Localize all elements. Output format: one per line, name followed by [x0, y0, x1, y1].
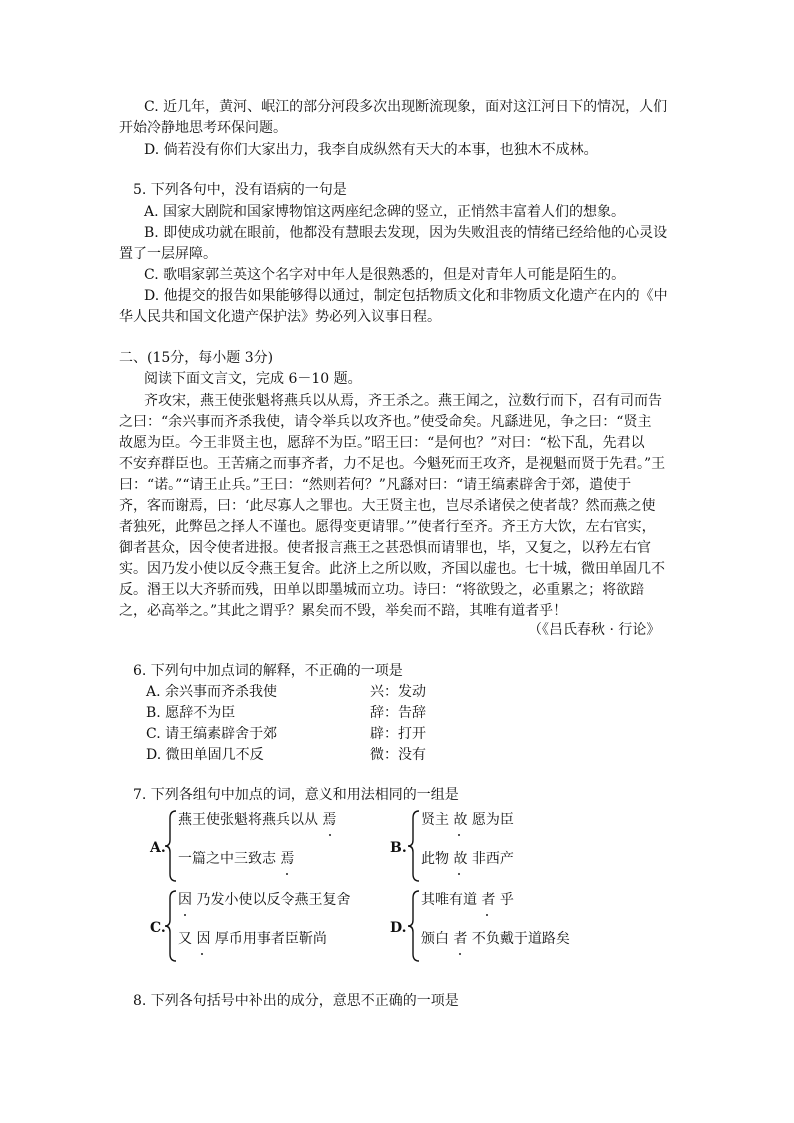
q6-option-b: B. 愿辞不为臣	[146, 705, 236, 721]
passage-line: 齐，客而谢焉，曰：‘此尽寡人之罪也。大王贤主也，岂尽杀诸侯之使者哉？然而燕之使	[119, 498, 656, 514]
q7-group-a-line1: 燕王使张魁将燕兵以从 焉	[178, 812, 337, 828]
q6-option-c: C. 请王缟素辟舍于郊	[146, 726, 278, 742]
passage-line: 反。湣王以大齐骄而残，田单以即墨城而立功。诗曰：“将欲毁之，必重累之；将欲踣	[119, 582, 645, 598]
passage-source: （《吕氏春秋 · 行论》	[528, 622, 661, 638]
passage-line: 曰：“诺。”“请王止兵。”王曰：“然则若何？”凡繇对曰：“请王缟素辟舍于郊，遣使于	[119, 477, 632, 493]
emphasis-dot	[458, 834, 460, 836]
q5-stem: 5. 下列各句中，没有语病的一句是	[133, 182, 347, 198]
left-brace-icon	[164, 890, 178, 962]
emphasis-dot	[329, 834, 331, 836]
emphasis-dot	[459, 953, 461, 955]
q4-option-c-line2: 开始冷静地思考环保问题。	[119, 120, 287, 136]
emphasis-dot	[184, 914, 186, 916]
q5-option-b-line2: 置了一层屏障。	[119, 246, 217, 262]
q6-gloss-c: 辟：打开	[370, 726, 426, 742]
passage-line: 不安弃群臣也。王苦痛之而事齐者，力不足也。今魁死而王攻齐，是视魁而贤于先君。”王	[119, 456, 666, 472]
q7-group-d-label: D.	[390, 920, 407, 936]
q5-option-d-line2: 华人民共和国文化遗产保护法》势必列入议事日程。	[119, 309, 441, 325]
passage-line: 齐攻宋，燕王使张魁将燕兵以从焉，齐王杀之。燕王闻之，泣数行而下，召有司而告	[144, 393, 662, 409]
left-brace-icon	[407, 810, 421, 882]
q7-group-b-label: B.	[390, 840, 407, 856]
emphasis-dot	[458, 873, 460, 875]
passage-line: 之曰：“余兴事而齐杀我使，请令举兵以攻齐也。”使受命矣。凡繇进见，争之曰：“贤主	[119, 414, 652, 430]
left-brace-icon	[164, 810, 178, 882]
q7-group-a-line2: 一篇之中三致志 焉	[178, 851, 295, 867]
passage-line: 实。因乃发小使以反令燕王复舍。此济上之所以败，齐国以虚也。七十城，微田单固几不	[119, 561, 665, 577]
q7-group-b-line1: 贤主 故 愿为臣	[421, 812, 514, 828]
q4-option-d: D. 倘若没有你们大家出力，我李自成纵然有天大的本事，也独木不成林。	[144, 142, 598, 158]
emphasis-dot	[286, 873, 288, 875]
q8-stem: 8. 下列各句括号中补出的成分，意思不正确的一项是	[133, 993, 459, 1009]
q7-group-d-line2: 颁白 者 不负戴于道路矣	[421, 931, 570, 947]
q6-gloss-a: 兴：发动	[370, 684, 426, 700]
q4-option-c-line1: C. 近几年，黄河、岷江的部分河段多次出现断流现象，面对这江河日下的情况，人们	[144, 99, 668, 115]
section2-instruction: 阅读下面文言文，完成 6－10 题。	[144, 371, 362, 387]
emphasis-dot	[201, 953, 203, 955]
q7-group-c-line1: 因 乃发小使以反令燕王复舍	[178, 892, 351, 908]
passage-line: 之，必高举之。”其此之谓乎？累矣而不毁，举矣而不踣，其唯有道者乎！	[119, 603, 568, 619]
q7-group-d-line1: 其唯有道 者 乎	[421, 892, 514, 908]
q6-option-a: A. 余兴事而齐杀我使	[146, 684, 278, 700]
left-brace-icon	[407, 890, 421, 962]
q7-group-c-line2: 又 因 厚币用事者臣靳尚	[178, 931, 327, 947]
q6-gloss-d: 微：没有	[370, 747, 426, 763]
q5-option-a: A. 国家大剧院和国家博物馆这两座纪念碑的竖立，正悄然丰富着人们的想象。	[144, 204, 626, 220]
q6-option-d: D. 微田单固几不反	[146, 747, 264, 763]
q5-option-b-line1: B. 即使成功就在眼前，他都没有慧眼去发现，因为失败沮丧的情绪已经给他的心灵设	[144, 225, 668, 241]
q6-gloss-b: 辞：告辞	[370, 705, 426, 721]
section2-heading: 二、(15分，每小题 3分)	[119, 350, 274, 366]
q6-stem: 6. 下列句中加点词的解释，不正确的一项是	[133, 663, 403, 679]
q7-group-c-label: C.	[150, 920, 166, 936]
passage-line: 故愿为臣。今王非贤主也，愿辞不为臣。”昭王曰：“是何也？”对曰：“松下乱，先君以	[119, 435, 645, 451]
passage-line: 者独死，此弊邑之择人不谨也。愿得变更请罪。’”使者行至齐。齐王方大饮，左右官实，	[119, 519, 656, 535]
q5-option-c: C. 歌唱家郭兰英这个名字对中年人是很熟悉的，但是对青年人可能是陌生的。	[144, 267, 626, 283]
q7-group-a-label: A.	[150, 840, 166, 856]
passage-line: 御者甚众，因令使者进报。使者报言燕王之甚恐惧而请罪也，毕，又复之，以矜左右官	[119, 540, 651, 556]
q5-option-d-line1: D. 他提交的报告如果能够得以通过，制定包括物质文化和非物质文化遗产在内的《中	[144, 288, 668, 304]
emphasis-dot	[486, 914, 488, 916]
q7-stem: 7. 下列各组句中加点的词，意义和用法相同的一组是	[133, 787, 459, 803]
q7-group-b-line2: 此物 故 非西产	[421, 851, 514, 867]
